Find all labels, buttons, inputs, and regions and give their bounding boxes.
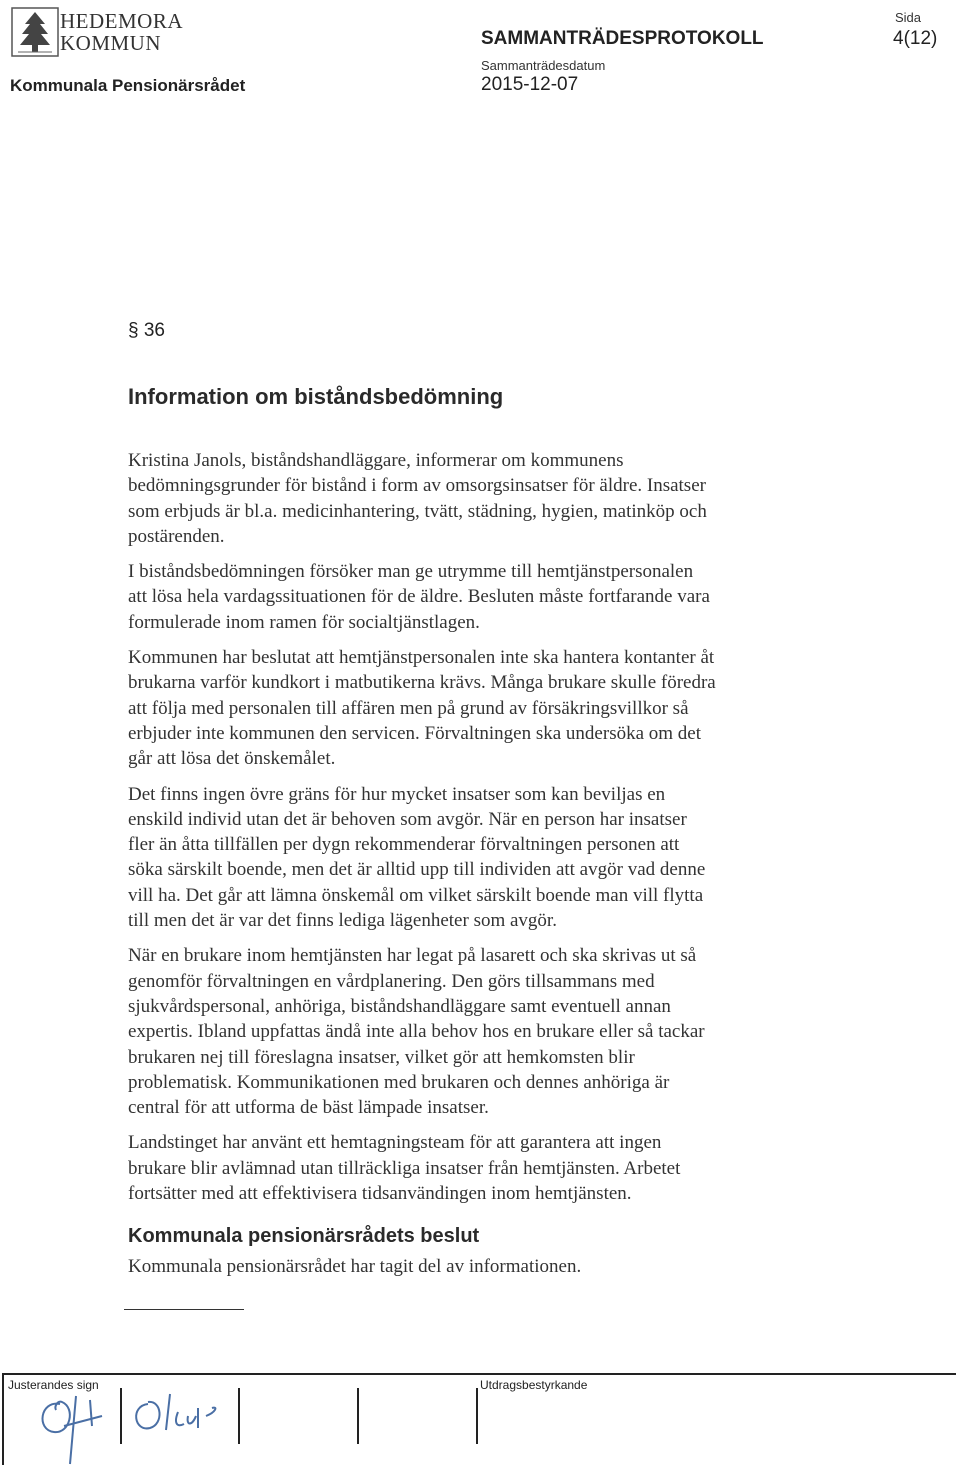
meeting-date: 2015-12-07 [481, 74, 579, 95]
handwritten-signature [126, 1386, 236, 1446]
organization-name-line1: HEDEMORA [60, 9, 183, 33]
section-number: § 36 [128, 320, 165, 341]
paragraph: Kommunen har beslutat att hemtjänstpersonalen inte ska hantera kontanter åt brukarna varför kundkort i matbutikerna krävs. Många brukare skulle föredra att följa med personalen till affären men på grund av försäkringsvillkor så erbjuder inte kommunen den servicen. Förvaltningen ska undersöka om det går att lösa det önskemålet. [128, 647, 716, 770]
divider [238, 1388, 240, 1444]
divider [124, 1309, 244, 1310]
divider [2, 1373, 4, 1465]
page-number: 4(12) [893, 28, 938, 49]
section-body [128, 448, 828, 1216]
organization-name [60, 10, 183, 54]
meeting-date-label: Sammanträdesdatum [481, 58, 606, 73]
divider [476, 1388, 478, 1444]
paragraph: Landstinget har använt ett hemtagningsteam för att garantera att ingen brukare blir avlämnad utan tillräckliga insatser från hemtjänsten. Arbetet fortsätter med att effektivisera tidsanvändingen inom hemtjänsten. [128, 1132, 681, 1205]
decision-heading: Kommunala pensionärsrådets beslut [128, 1225, 480, 1247]
divider [120, 1388, 122, 1444]
document-title: SAMMANTRÄDESPROTOKOLL [481, 28, 764, 49]
board-name: Kommunala Pensionärsrådet [10, 76, 246, 95]
handwritten-signature [30, 1386, 120, 1466]
extract-certification-label: Utdragsbestyrkande [480, 1378, 588, 1392]
adjuster-signature-label: Justerandes sign [8, 1378, 99, 1392]
decision-text: Kommunala pensionärsrådet har tagit del av informationen. [128, 1256, 582, 1277]
paragraph: När en brukare inom hemtjänsten har legat på lasarett och ska skrivas ut så genomför förvaltningen en vårdplanering. Den görs tillsammans med sjukvårdspersonal, anhöriga, biståndshandläggare samt eventuell annan expertis. Ibland uppfattas ändå inte alla behov hos en brukare eller så tackar brukaren nej till föreslagna insatser, vilket gör att hemkomsten blir problematisk. Kommunikationen med brukaren och dennes anhöriga är central för att utforma de bäst lämpade insatser. [128, 945, 705, 1119]
paragraph: Kristina Janols, biståndshandläggare, informerar om kommunens bedömningsgrunder för bistånd i form av omsorgsinsatser för äldre. Insatser som erbjuds är bl.a. medicinhantering, tvätt, städning, hygien, matinköp och postärenden. [128, 450, 707, 547]
divider [357, 1388, 359, 1444]
paragraph: I biståndsbedömningen försöker man ge utrymme till hemtjänstpersonalen att lösa hela vardagssituationen för de äldre. Besluten måste fortfarande vara formulerade inom ramen för socialtjänstlagen. [128, 561, 710, 633]
section-heading: Information om biståndsbedömning [128, 384, 504, 409]
crest-logo-icon [10, 6, 60, 58]
organization-name-line2: KOMMUN [60, 31, 162, 55]
page-label: Sida [895, 10, 922, 25]
paragraph: Det finns ingen övre gräns för hur mycket insatser som kan beviljas en enskild individ utan det är behoven som avgör. När en person har insatser fler än åtta tillfällen per dygn rekommenderar förvaltningen personen att söka särskilt boende, men det är alltid upp till individen att avgör vad denne vill ha. Det går att lämna önskemål om vilket särskilt boende man vill flytta till men det är var det finns lediga lägenheter som avgör. [128, 783, 706, 932]
